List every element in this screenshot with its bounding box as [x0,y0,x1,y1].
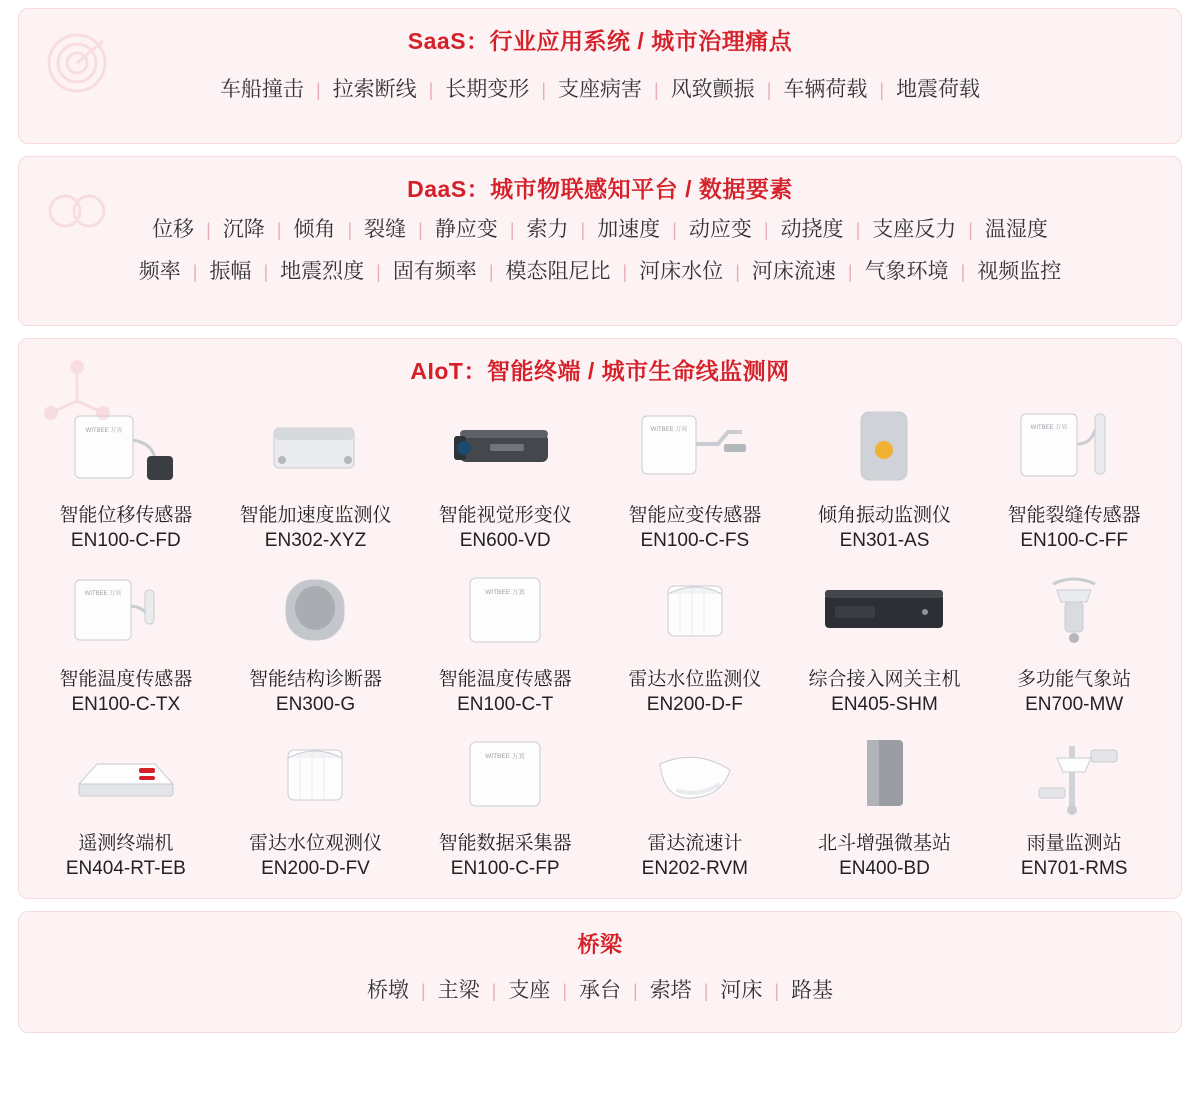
radar-flow-meter-icon [620,728,770,820]
device-card[interactable] [410,396,600,554]
tag-separator: | [633,980,638,1001]
saas-tag-2: 长期变形 [445,78,530,101]
tag-separator: | [206,219,211,240]
tag-separator: | [376,261,381,282]
device-card[interactable] [410,560,600,718]
device-name: 综合接入网关主机 [808,669,961,690]
device-name: 雷达水位监测仪 [628,669,762,690]
device-grid [19,390,1181,884]
grey-module-button-icon [809,400,959,492]
daas-title: DaaS：城市物联感知平台 / 数据要素 [407,176,793,202]
device-card[interactable] [790,560,980,718]
tag-separator: | [774,980,780,1001]
device-name: 倾角振动监测仪 [817,505,951,526]
weather-station-sensor-icon [999,564,1149,656]
device-model: EN302-XYZ [264,530,367,551]
metal-box-accelerometer-icon [240,400,390,492]
svg-text:WITBEE 万宾: WITBEE 万宾 [1030,425,1068,431]
device-name: 智能裂缝传感器 [1007,505,1141,526]
tag-separator: | [428,79,434,100]
device-card[interactable] [600,560,790,718]
tag-separator: | [735,261,740,282]
saas-tag-3: 支座病害 [558,78,642,101]
device-model: EN100-C-FD [70,530,181,551]
tag-separator: | [562,980,567,1001]
tag-separator: | [654,79,659,100]
svg-text:WITBEE 万宾: WITBEE 万宾 [85,428,123,434]
device-model: EN301-AS [839,530,930,551]
device-card[interactable] [979,560,1169,718]
daas-tag-r2-1: 振幅 [209,259,252,283]
daas-tag-r1-3: 裂缝 [364,218,407,241]
device-name: 多功能气象站 [1017,669,1132,690]
bridge-tag-4: 索塔 [649,979,692,1002]
tag-separator: | [622,261,628,282]
daas-tag-r1-0: 位移 [152,218,195,241]
bridge-tag-5: 河床 [720,979,763,1002]
device-name: 智能温度传感器 [438,669,572,690]
tag-separator: | [879,79,885,100]
bridge-tag-row [19,971,1181,1011]
bridge-tag-0: 桥墩 [366,979,409,1002]
device-model: EN100-C-TX [71,694,181,715]
daas-tag-r1-8: 动挠度 [780,218,844,241]
device-card[interactable] [410,724,600,882]
saas-title: SaaS：行业应用系统 / 城市治理痛点 [407,28,793,54]
device-card[interactable] [600,396,790,554]
daas-tag-row-2 [19,252,1181,292]
device-name: 雷达流速计 [647,833,743,854]
tag-separator: | [488,261,494,282]
daas-tag-r1-10: 温湿度 [984,218,1048,241]
saas-panel [18,8,1182,144]
saas-tag-5: 车辆荷载 [783,78,868,101]
svg-text:WITBEE 万宾: WITBEE 万宾 [84,591,122,597]
daas-tag-r1-2: 倾角 [293,218,336,241]
device-card[interactable] [221,560,411,718]
bridge-tag-1: 主梁 [437,979,480,1002]
device-card[interactable] [221,724,411,882]
device-model: EN100-C-FP [450,858,560,879]
daas-tag-r2-5: 河床水位 [639,259,724,283]
device-card[interactable] [221,396,411,554]
device-name: 雨量监测站 [1026,833,1122,854]
panel-sensor-with-cable-icon [51,400,201,492]
device-model: EN100-C-T [457,694,554,715]
device-name: 雷达水位观测仪 [248,833,382,854]
device-model: EN400-BD [839,858,930,879]
tag-separator: | [509,219,515,240]
svg-text:WITBEE 万宾: WITBEE 万宾 [485,589,526,596]
white-panel-icon [430,728,580,820]
daas-panel [18,156,1182,326]
tag-separator: | [541,79,546,100]
device-model: EN200-D-FV [261,858,370,879]
daas-tag-r1-1: 沉降 [222,218,265,241]
daas-tag-r2-7: 气象环境 [864,259,949,283]
daas-tag-r2-8: 视频监控 [977,259,1062,283]
tag-separator: | [968,219,973,240]
device-name: 智能数据采集器 [438,833,572,854]
tag-separator: | [276,219,282,240]
panel-with-bracket-icon [620,400,770,492]
tag-separator: | [855,219,861,240]
daas-tag-r1-4: 静应变 [434,218,498,241]
device-card[interactable] [31,724,221,882]
device-model: EN600-VD [459,530,551,551]
aiot-panel [18,338,1182,899]
svg-text:WITBEE 万宾: WITBEE 万宾 [485,753,526,760]
daas-tag-r1-6: 加速度 [597,218,661,241]
device-name: 智能应变传感器 [628,505,762,526]
tag-separator: | [263,261,269,282]
device-card[interactable] [790,396,980,554]
daas-tag-r2-0: 频率 [138,259,181,283]
device-model: EN405-SHM [831,694,938,715]
saas-tag-6: 地震荷载 [896,78,981,101]
tag-separator: | [960,261,966,282]
grey-pillar-station-icon [809,728,959,820]
device-card[interactable] [31,396,221,554]
tag-separator: | [420,980,426,1001]
device-name: 遥测终端机 [78,833,174,854]
device-name: 智能视觉形变仪 [438,505,572,526]
daas-tag-r1-9: 支座反力 [872,218,957,241]
device-name: 智能加速度监测仪 [239,505,392,526]
round-dome-device-icon [240,564,390,656]
saas-tag-row [19,70,1181,110]
tag-separator: | [347,219,353,240]
rtu-terminal-box-icon [51,728,201,820]
tag-separator: | [672,219,677,240]
tag-separator: | [763,219,769,240]
camera-bullet-icon [430,400,580,492]
device-card[interactable] [979,396,1169,554]
tag-separator: | [580,219,586,240]
svg-text:WITBEE 万宾: WITBEE 万宾 [650,427,688,433]
daas-tag-r2-2: 地震烈度 [280,259,365,283]
device-model: EN700-MW [1025,694,1124,715]
black-rack-server-icon [809,564,959,656]
device-model: EN701-RMS [1020,858,1128,879]
panel-with-rod-icon [999,400,1149,492]
tag-separator: | [315,79,321,100]
tag-separator: | [766,79,772,100]
tag-separator: | [491,980,497,1001]
tag-separator: | [192,261,198,282]
saas-tag-1: 拉索断线 [332,78,417,101]
device-name: 智能结构诊断器 [248,669,382,690]
daas-tag-row-1 [19,210,1181,250]
daas-tag-r2-6: 河床流速 [751,259,836,283]
device-model: EN100-C-FF [1020,530,1128,551]
daas-tag-r1-5: 索力 [526,218,569,241]
saas-tag-0: 车船撞击 [219,78,304,101]
bridge-panel [18,911,1182,1033]
device-name: 北斗增强微基站 [817,833,951,854]
device-name: 智能温度传感器 [59,669,193,690]
saas-tag-4: 风致颤振 [670,78,755,101]
white-cube-radar-icon [240,728,390,820]
tag-separator: | [703,980,709,1001]
rain-gauge-station-icon [999,728,1149,820]
bridge-title: 桥梁 [577,932,623,957]
panel-with-probe-icon [51,564,201,656]
device-card[interactable] [600,724,790,882]
device-model: EN202-RVM [641,858,748,879]
device-card[interactable] [979,724,1169,882]
device-model: EN300-G [275,694,356,715]
daas-tag-r2-4: 模态阻尼比 [505,259,611,283]
white-panel-icon [430,564,580,656]
device-card[interactable] [790,724,980,882]
device-model: EN404-RT-EB [65,858,186,879]
bridge-tag-2: 支座 [508,979,551,1002]
daas-tag-r1-7: 动应变 [688,218,752,241]
device-model: EN200-D-F [646,694,743,715]
daas-tag-r2-3: 固有频率 [392,259,477,283]
device-name: 智能位移传感器 [59,505,193,526]
bridge-tag-3: 承台 [579,979,621,1002]
white-cube-radar-icon [620,564,770,656]
aiot-title: AIoT：智能终端 / 城市生命线监测网 [410,358,790,384]
device-model: EN100-C-FS [640,530,750,551]
bridge-tag-6: 路基 [791,979,834,1002]
tag-separator: | [418,219,423,240]
device-card[interactable] [31,560,221,718]
tag-separator: | [847,261,853,282]
